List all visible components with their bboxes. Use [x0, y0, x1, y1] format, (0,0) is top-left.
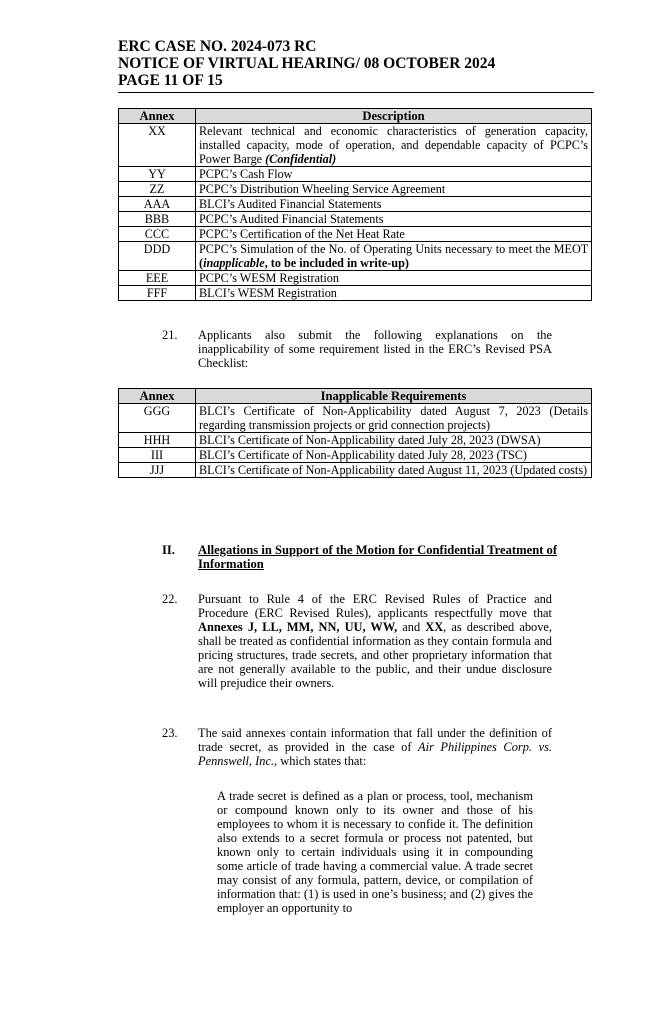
table-row: [119, 433, 592, 448]
annex-code: III: [119, 448, 196, 463]
requirement-description: BLCI’s Certificate of Non-Applicability dated August 11, 2023 (Updated costs): [196, 463, 592, 478]
table-header-row: [119, 109, 592, 124]
table-row: [119, 463, 592, 478]
table-row: [119, 242, 592, 271]
annex-code: CCC: [119, 227, 196, 242]
annex-code: FFF: [119, 286, 196, 301]
table-row: [119, 182, 592, 197]
table-row: [119, 271, 592, 286]
table-row: [119, 404, 592, 433]
table-row: [119, 286, 592, 301]
description-bold-open: (: [199, 256, 204, 270]
header-divider: [118, 92, 594, 93]
annex-code: HHH: [119, 433, 196, 448]
paragraph-text: and: [397, 620, 426, 634]
column-header-description: Description: [196, 109, 592, 124]
paragraph-22: [198, 592, 552, 690]
paragraph-23: [198, 726, 552, 768]
inapplicable-requirements-table: [118, 388, 592, 478]
annex-description: PCPC’s Distribution Wheeling Service Agreement: [196, 182, 592, 197]
table-row: [119, 124, 592, 167]
case-number: ERC CASE NO. 2024-073 RC: [118, 38, 317, 55]
annex-xx-bold: XX: [425, 620, 444, 634]
column-header-requirements: Inapplicable Requirements: [196, 389, 592, 404]
description-text: PCPC’s Simulation of the No. of Operating Units necessary to meet the MEOT: [199, 242, 588, 256]
annex-code: ZZ: [119, 182, 196, 197]
paragraph-number: 21.: [162, 328, 178, 342]
paragraph-text: The said annexes contain information that fall under the definition of trade secret, as provided in the case of: [198, 726, 552, 754]
annex-list-bold: Annexes J, LL, MM, NN, UU, WW,: [198, 620, 398, 634]
page-number: PAGE 11 OF 15: [118, 72, 223, 89]
section-title: Allegations in Support of the Motion for Confidential Treatment of Information: [198, 543, 558, 571]
table-header-row: [119, 389, 592, 404]
annex-description: PCPC’s Certification of the Net Heat Rate: [196, 227, 592, 242]
requirement-description: BLCI’s Certificate of Non-Applicability dated August 7, 2023 (Details regarding transmission projects or grid connection projects): [196, 404, 592, 433]
table-row: [119, 448, 592, 463]
annex-code: DDD: [119, 242, 196, 271]
paragraph-text: which states that:: [277, 754, 367, 768]
paragraph-number: 22.: [162, 592, 178, 606]
paragraph-text: , as described above, shall be treated as confidential information as they contain formula and pricing structures, trade secrets, and other proprietary information that are not generally available to the public, and their undue disclosure will prejudice their owners.: [198, 620, 553, 690]
annex-description: PCPC’s WESM Registration: [196, 271, 592, 286]
annex-code: GGG: [119, 404, 196, 433]
annex-description: [196, 242, 592, 271]
requirement-description: BLCI’s Certificate of Non-Applicability dated July 28, 2023 (DWSA): [196, 433, 592, 448]
column-header-annex: Annex: [119, 389, 196, 404]
table-row: [119, 227, 592, 242]
document-header: [118, 38, 598, 89]
description-emphasis: inapplicable: [203, 256, 265, 270]
case-citation: Air Philippines Corp. vs. Pennswell, Inc.,: [198, 740, 552, 768]
annex-table: [118, 108, 592, 301]
column-header-annex: Annex: [119, 109, 196, 124]
annex-code: XX: [119, 124, 196, 167]
paragraph-number: 23.: [162, 726, 178, 740]
annex-description: BLCI’s WESM Registration: [196, 286, 592, 301]
trade-secret-quote: A trade secret is defined as a plan or process, tool, mechanism or compound known only to its owner and those of his employees to whom it is necessary to confide it. The definition also extends to a secret formula or process not patented, but known only to certain individuals using it in compounding some article of trade having a commercial value. A trade secret may consist of any formula, pattern, device, or compilation of information that: (1) is used in one’s business; and (2) gives the employer an opportunity to: [217, 789, 533, 915]
annex-code: AAA: [119, 197, 196, 212]
annex-description: BLCI’s Audited Financial Statements: [196, 197, 592, 212]
notice-title: NOTICE OF VIRTUAL HEARING/ 08 OCTOBER 2024: [118, 55, 496, 72]
annex-code: YY: [119, 167, 196, 182]
annex-description: PCPC’s Audited Financial Statements: [196, 212, 592, 227]
annex-code: BBB: [119, 212, 196, 227]
paragraph-text: Pursuant to Rule 4 of the ERC Revised Rules of Practice and Procedure (ERC Revised Rules), applicants respectfully move that: [198, 592, 552, 620]
table-row: [119, 212, 592, 227]
annex-description: [196, 124, 592, 167]
table-row: [119, 197, 592, 212]
annex-code: JJJ: [119, 463, 196, 478]
table-row: [119, 167, 592, 182]
annex-code: EEE: [119, 271, 196, 286]
annex-description: PCPC’s Cash Flow: [196, 167, 592, 182]
section-number: II.: [162, 543, 175, 557]
description-bold-close: , to be included in write-up): [264, 256, 409, 270]
description-emphasis: (Confidential): [265, 152, 337, 166]
requirement-description: BLCI’s Certificate of Non-Applicability dated July 28, 2023 (TSC): [196, 448, 592, 463]
description-text: Relevant technical and economic characteristics of generation capacity, installed capacity, mode of operation, and dependable capacity of PCPC’s Power Barge: [199, 124, 588, 166]
paragraph-21: Applicants also submit the following explanations on the inapplicability of some requirement listed in the ERC’s Revised PSA Checklist:: [198, 328, 552, 370]
